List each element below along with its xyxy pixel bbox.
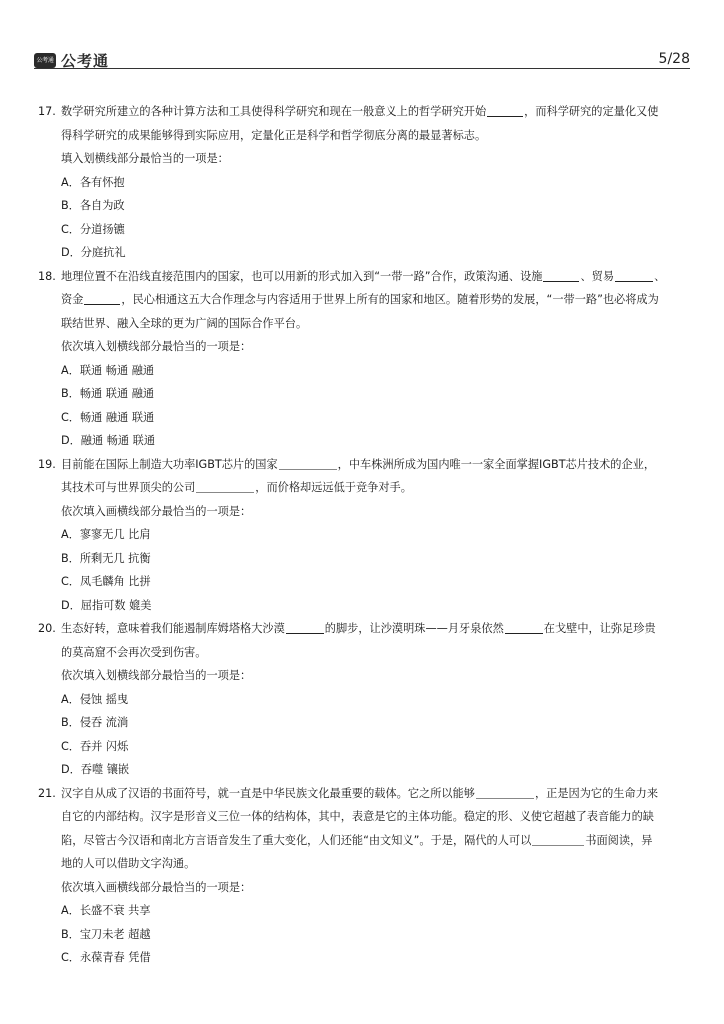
question-19 xyxy=(38,453,694,618)
question-stem: 得科学研究的成果能够得到实际应用，定量化正是科学和哲学彻底分离的最显著标志。 xyxy=(61,128,487,142)
question-number: 21. xyxy=(38,786,56,800)
option-a: A．各有怀抱 xyxy=(61,175,125,189)
fill-blank xyxy=(505,621,543,634)
fill-blank xyxy=(615,269,653,282)
question-prompt: 依次填入划横线部分最恰当的一项是： xyxy=(61,340,252,353)
logo-text: 公考通 xyxy=(61,52,110,70)
question-stem: 陷，尽管古今汉语和南北方言语音发生了重大变化，人们还能“由文知义”。于是，隔代的人可以 书面阅读，异 xyxy=(61,833,653,847)
question-stem: 联结世界、融入全球的更为广阔的国际合作平台。 xyxy=(61,316,308,330)
question-18 xyxy=(38,265,694,453)
question-stem: 19. 目前能在国际上制造大功率IGBT芯片的国家 ，中车株洲所成为国内唯一一家全面掌握IGBT芯片技术的企业， xyxy=(38,453,694,477)
option-d: D．融通 畅通 联通 xyxy=(61,434,156,447)
option-c: C．畅通 融通 联通 xyxy=(61,410,155,424)
option-b: B．所剩无几 抗衡 xyxy=(61,551,151,565)
option-a: A．联通 畅通 融通 xyxy=(61,363,155,377)
question-number: 17. xyxy=(38,105,56,118)
question-number: 18. xyxy=(38,269,56,283)
option-c: C．分道扬镳 xyxy=(61,222,125,236)
logo-icon: 公考通 xyxy=(34,53,56,68)
question-list xyxy=(38,100,694,970)
question-20 xyxy=(38,617,694,782)
question-stem: 的莫高窟不会再次受到伤害。 xyxy=(61,645,207,659)
question-17 xyxy=(38,100,694,265)
option-d: D．吞噬 镶嵌 xyxy=(61,763,130,776)
question-stem: 18. 地理位置不在沿线直接范围内的国家，也可以用新的形式加入到“一带一路”合作，政策沟通、设施 、贸易 、 xyxy=(38,265,694,289)
option-b: B．畅通 联通 融通 xyxy=(61,387,155,400)
question-prompt: 依次填入画横线部分最恰当的一项是： xyxy=(61,504,252,518)
question-number: 20. xyxy=(38,622,56,635)
fill-blank xyxy=(476,786,534,799)
option-c: C．吞并 闪烁 xyxy=(61,739,129,753)
question-number: 19. xyxy=(38,457,56,471)
question-stem: 其技术可与世界顶尖的公司 ，而价格却远远低于竞争对手。 xyxy=(61,481,412,494)
option-c: C．凤毛麟角 比拼 xyxy=(61,575,151,588)
question-prompt: 依次填入画横线部分最恰当的一项是： xyxy=(61,880,252,894)
question-stem: 21. 汉字自从成了汉语的书面符号，就一直是中华民族文化最重要的载体。它之所以能够 ，正是因为它的生命力来 xyxy=(38,782,694,806)
brand-logo xyxy=(34,50,109,71)
fill-blank xyxy=(286,621,324,634)
fill-blank xyxy=(84,292,120,305)
option-a: A．长盛不衰 共享 xyxy=(61,904,151,917)
fill-blank xyxy=(532,833,584,846)
fill-blank xyxy=(543,269,579,282)
fill-blank xyxy=(196,480,254,493)
question-stem: 17. 数学研究所建立的各种计算方法和工具使得科学研究和现在一般意义上的哲学研究开始 ，而科学研究的定量化又使 xyxy=(38,100,694,124)
option-a: A．寥寥无几 比肩 xyxy=(61,528,151,541)
fill-blank xyxy=(487,104,523,117)
option-b: B．各自为政 xyxy=(61,199,125,212)
page-header xyxy=(34,44,690,69)
option-b: B．宝刀未老 超越 xyxy=(61,927,151,941)
option-a: A．侵蚀 摇曳 xyxy=(61,692,129,706)
question-stem: 20. 生态好转，意味着我们能遏制库姆塔格大沙漠 的脚步，让沙漠明珠——月牙泉依然 在戈壁中，让弥足珍贵 xyxy=(38,617,694,641)
question-prompt: 填入划横线部分最恰当的一项是： xyxy=(61,152,229,165)
option-d: D．分庭抗礼 xyxy=(61,246,126,259)
question-21 xyxy=(38,782,694,970)
question-stem: 地的人可以借助文字沟通。 xyxy=(61,857,196,870)
question-stem: 自它的内部结构。汉字是形音义三位一体的结构体，其中，表意是它的主体功能。稳定的形、义使它超越了表音能力的缺 xyxy=(61,810,654,823)
question-stem: 资金 ，民心相通这五大合作理念与内容适用于世界上所有的国家和地区。随着形势的发展，“一带一路”也必将成为 xyxy=(61,293,659,306)
question-prompt: 依次填入划横线部分最恰当的一项是： xyxy=(61,669,252,682)
option-d: D．屈指可数 媲美 xyxy=(61,598,152,612)
fill-blank xyxy=(279,457,337,470)
page-number: 5/28 xyxy=(658,51,690,67)
option-b: B．侵吞 流淌 xyxy=(61,716,129,729)
option-c: C．永葆青春 凭借 xyxy=(61,951,151,964)
